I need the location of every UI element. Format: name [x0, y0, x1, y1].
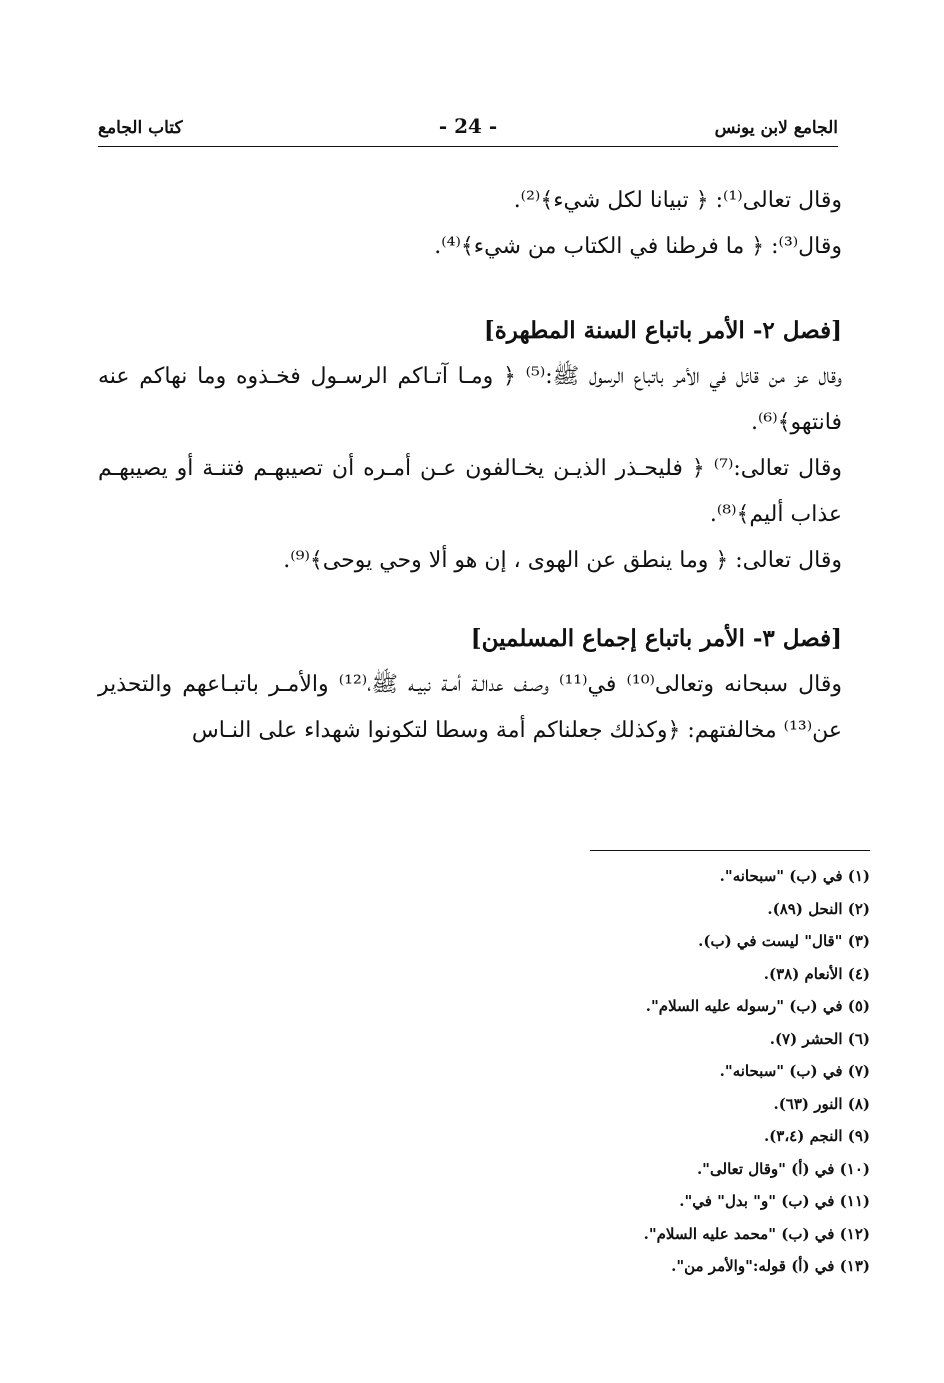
- footnote: (١٠) في (أ) "وقال تعالى".: [696, 1159, 870, 1178]
- header-chapter-title: كتاب الجامع: [98, 118, 183, 138]
- footnotes: [98, 860, 870, 1283]
- paragraph-1: وقال عز من قائل في الأمر باتباع الرسول ﷺ:⁽⁵⁾ ﴿ ومـا آتـاكم الرسـول فخـذوه وما نهاكم عنه فانتهو﴾⁽⁶⁾.: [98, 364, 843, 435]
- section-heading-2: [فصل ٢- الأمر باتباع السنة المطهرة]: [483, 317, 842, 344]
- paragraph-2: وقال تعالى:⁽⁷⁾ ﴿ فليحـذر الذيـن يخـالفون عـن أمـره أن تصيبهـم فتنـة أو يصيبهـم عذاب أليم﴾⁽⁸⁾.: [98, 456, 842, 527]
- footnote: (٩) النجم (٣،٤).: [763, 1127, 870, 1145]
- header-book-title: الجامع لابن يونس: [714, 118, 838, 138]
- footnote: (٨) النور (٦٣).: [773, 1094, 870, 1113]
- header-rule: [98, 146, 838, 147]
- footnote: (١٢) في (ب) "محمد عليه السلام".: [643, 1224, 870, 1243]
- footnote: (١١) في (ب) "و" بدل" في".: [679, 1192, 870, 1210]
- footnote: (١) في (ب) "سبحانه".: [719, 867, 870, 885]
- footnote: (٥) في (ب) "رسوله عليه السلام".: [645, 997, 870, 1015]
- footnote: (٢) النحل (٨٩).: [767, 899, 870, 918]
- page-number: - 24 -: [438, 114, 498, 138]
- footnote-rule: [590, 850, 870, 851]
- text-line-3: وقال تعالى: ﴿ وما ينطق عن الهوى ، إن هو ألا وحي يوحى﴾⁽⁹⁾.: [283, 548, 842, 573]
- paragraph-3: وقال سبحانه وتعالى⁽¹⁰⁾ في⁽¹¹⁾ وصـف عدالـة أمـة نبيـه ﷺ،⁽¹²⁾ والأمـر باتبـاعهم والتحذير عن⁽¹³⁾ مخالفتهم: ﴿وكذلك جعلناكم أمة وسطا لتكونوا شهداء على النـاس: [98, 672, 842, 743]
- footnote: (٣) "قال" ليست في (ب).: [698, 932, 870, 950]
- text-line-2: وقال⁽³⁾: ﴿ ما فرطنا في الكتاب من شيء﴾⁽⁴⁾.: [434, 234, 842, 259]
- footnote: (٦) الحشر (٧).: [769, 1029, 870, 1048]
- section-heading-3: [فصل ٣- الأمر باتباع إجماع المسلمين]: [470, 625, 842, 652]
- footnote: (٤) الأنعام (٣٨).: [763, 964, 870, 983]
- main-text: [98, 178, 842, 754]
- footnote: (١٣) في (أ) قوله:"والأمر من".: [671, 1257, 870, 1275]
- running-header: [98, 114, 838, 144]
- text-line-1: وقال تعالى⁽¹⁾: ﴿ تبيانا لكل شيء﴾⁽²⁾.: [513, 188, 842, 213]
- footnote: (٧) في (ب) "سبحانه".: [719, 1062, 870, 1080]
